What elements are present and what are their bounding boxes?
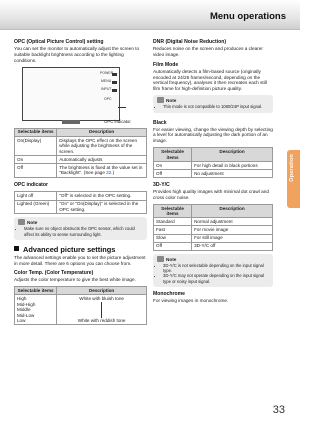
opc-indicator-callout: OPC indicator (104, 118, 131, 124)
3d-yc-heading: 3D-Y/C (153, 182, 170, 189)
advanced-body: The advanced settings enable you to set the picture adjustment in more detail. There are 6 options you can choose from. (14, 254, 146, 266)
3d-yc-header-desc: Description (192, 204, 273, 218)
page-header (0, 0, 300, 30)
film-mode-heading: Film Mode (153, 61, 179, 68)
section-tab (287, 150, 300, 208)
list-item: High (17, 296, 27, 302)
note-box (14, 217, 147, 240)
table-cell: Light off (15, 192, 57, 200)
opc-table-header-items: Selectable items (15, 128, 57, 136)
note-icon (18, 219, 25, 225)
black-header-items: Selectable items (154, 148, 192, 162)
note-item: • Make sure no object obstructs the OPC sensor, which could affect its ability to sense surrounding light. (24, 226, 143, 236)
table-cell: Off (154, 242, 192, 250)
table-cell: Displays the OPC effect on the screen while adjusting the brightness of the screen. (57, 136, 147, 155)
monitor-figure (22, 67, 138, 125)
note-item: • 3D-Y/C may not operate depending on the input signal type or noisy input signal. (163, 273, 269, 283)
table-cell: Fast (154, 226, 192, 234)
table-row (15, 295, 147, 325)
table-row (154, 234, 273, 242)
cell-text: .) (111, 170, 115, 176)
table-cell (15, 295, 57, 325)
section-tab-label: Operation (289, 154, 295, 182)
dnr-heading: DNR (Digital Noise Reduction) (153, 39, 227, 45)
monitor-stand (62, 120, 80, 124)
opc-indicator-heading: OPC indicator (14, 181, 48, 188)
table-cell: Lighted (Green) (15, 200, 57, 214)
left-column (14, 40, 147, 328)
table-cell: On (15, 155, 57, 163)
desc-bottom: White with reddish tone (77, 318, 126, 324)
table-row (15, 192, 147, 200)
page-link[interactable]: 32 (106, 170, 112, 176)
table-row (15, 200, 147, 214)
page-title: Menu operations (209, 11, 286, 22)
monochrome-body: For viewing images in monochrome. (153, 297, 229, 303)
film-mode-body: Automatically detects a film-based source (originally encoded at 24/25 frames/second, depending on the vertical frequency), analyses it then recreates each still film frame for high-definition picture quality. (153, 68, 267, 92)
menu-label: MENU (101, 78, 112, 83)
monochrome-heading: Monochrome (153, 290, 185, 297)
table-cell: Normal adjustment (192, 218, 273, 226)
bullet-square-icon (14, 246, 19, 251)
list-item: Mid-Low (17, 312, 35, 318)
3d-yc-header-items: Selectable items (154, 204, 192, 218)
note-item: • This mode is not compatible to 1080/24P input signal. (163, 104, 269, 109)
color-temp-table (14, 286, 147, 325)
power-label: POWER (100, 70, 114, 75)
table-row (154, 169, 273, 177)
desc-top: White with bluish tone (79, 296, 124, 302)
opc-heading: OPC (Optical Picture Control) setting (14, 39, 104, 45)
table-cell: For still image (192, 234, 273, 242)
opc-indicator-table (14, 191, 147, 214)
table-row (15, 136, 147, 155)
table-row (15, 163, 147, 177)
page-number: 33 (272, 404, 285, 416)
table-row (154, 161, 273, 169)
table-row (15, 155, 147, 163)
table-cell: "Off" is selected in the OPC setting. (57, 192, 147, 200)
color-temp-body: Adjusts the color temperature to give the best white image. (14, 277, 136, 283)
color-temp-header-items: Selectable items (15, 287, 57, 295)
note-title: Note (166, 98, 177, 104)
input-button-marker (112, 89, 117, 92)
table-row (154, 218, 273, 226)
note-box (153, 254, 273, 287)
3d-yc-table (153, 204, 273, 251)
note-item: • 3D-Y/C is not selectable depending on the input signal type. (163, 263, 269, 273)
table-cell: For movie image (192, 226, 273, 234)
right-column (153, 40, 273, 304)
table-cell: On(Display) (15, 136, 57, 155)
color-temp-heading: Color Temp. (Color Temperature) (14, 270, 94, 277)
table-cell: "On" or "On(Display)" is selected in the OPC setting. (57, 200, 147, 214)
list-item: Low (17, 318, 26, 324)
opc-table-header-desc: Description (57, 128, 147, 136)
opc-label: OPC (104, 96, 112, 101)
scale-arrow-line (101, 302, 102, 319)
section-heading (14, 246, 147, 253)
dnr-body: Reduces noise on the screen and produces a clearer video image. (153, 45, 263, 57)
note-icon (157, 97, 164, 103)
note-icon (157, 256, 164, 262)
black-header-desc: Description (192, 148, 273, 162)
table-cell: Slow (154, 234, 192, 242)
table-cell: On (154, 161, 192, 169)
menu-button-marker (112, 81, 117, 84)
table-cell (57, 295, 147, 325)
note-box (153, 95, 273, 112)
list-item: Middle (17, 307, 31, 313)
black-table (153, 147, 273, 178)
3d-yc-body: Provides high quality images with minimal dot crawl and cross color noise. (153, 188, 269, 200)
table-row (154, 242, 273, 250)
opc-callout-line (118, 107, 126, 108)
advanced-heading: Advanced picture settings (23, 244, 116, 254)
table-cell: Standard (154, 218, 192, 226)
table-cell: For high detail in black portions (192, 161, 273, 169)
opc-table (14, 128, 147, 178)
cell-text: The brightness is fixed at the value set in "Backlight". (See page (59, 164, 143, 176)
table-cell: Automatically adjusts (57, 155, 147, 163)
opc-body: You can set the monitor to automatically adjust the screen to suitable backlight brightness according to the lighting conditions. (14, 45, 140, 63)
input-label: INPUT (101, 86, 112, 91)
black-heading: Black (153, 119, 167, 126)
note-title: Note (166, 256, 177, 262)
list-item: Mid-High (17, 301, 36, 307)
table-cell: Off (15, 163, 57, 177)
table-cell: 3D-Y/C off (192, 242, 273, 250)
color-temp-header-desc: Description (57, 287, 147, 295)
black-body: For easier viewing, change the viewing depth by selecting a level for automatically adjusting the dark portion of an image. (153, 126, 273, 144)
note-title: Note (27, 220, 38, 226)
table-cell: Off (154, 169, 192, 177)
table-row (154, 226, 273, 234)
table-cell: No adjustment (192, 169, 273, 177)
table-cell (57, 163, 147, 177)
